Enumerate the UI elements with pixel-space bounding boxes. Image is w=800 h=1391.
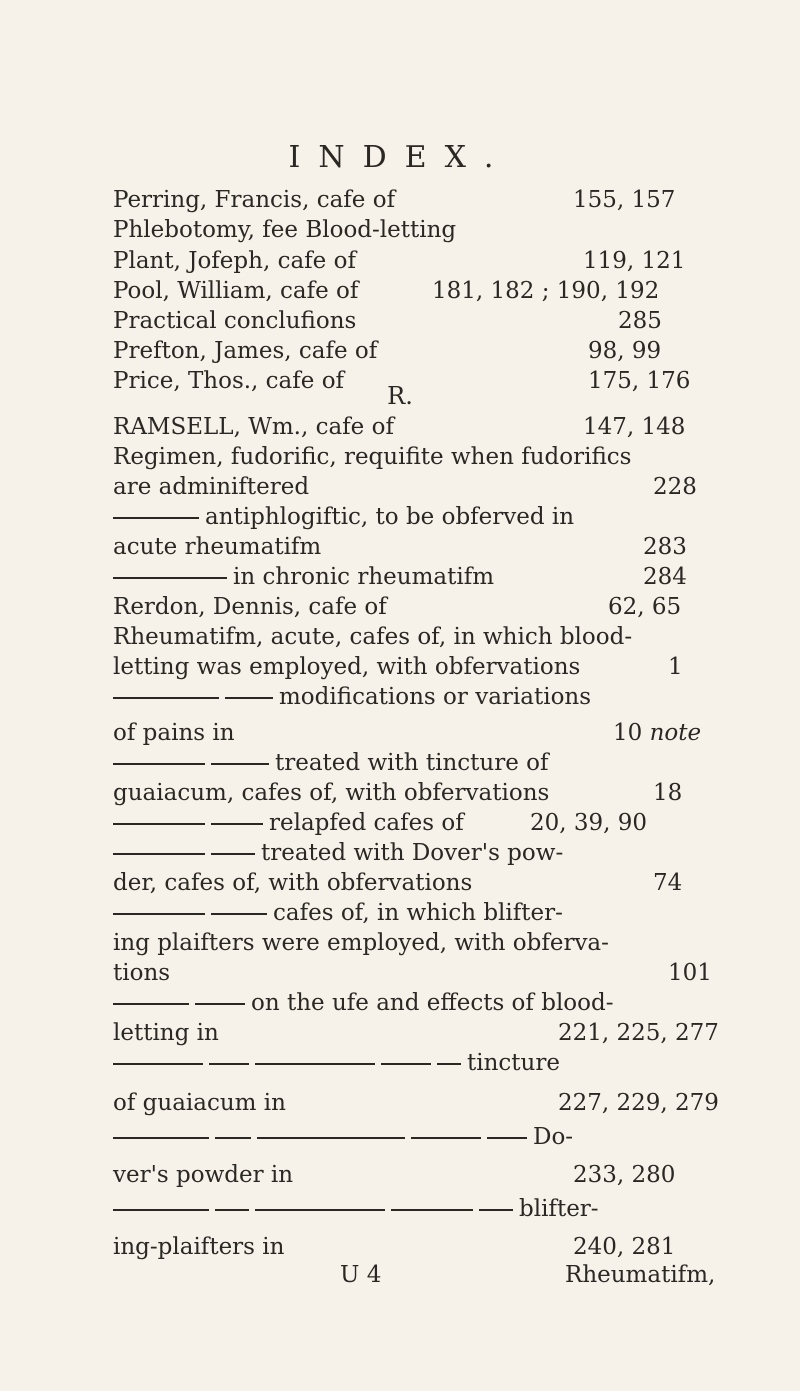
entry-chronic-text: in chronic rheumatifm [233, 564, 495, 590]
entry-price: Price, Thos., cafe of [113, 368, 345, 394]
entry-guaiacum-in: of guaiacum in [113, 1090, 286, 1116]
entry-tincture-text: treated with tincture of [275, 750, 549, 776]
ditto-rule [437, 1063, 461, 1065]
entry-dovers [113, 838, 563, 868]
ditto-rule [113, 1209, 209, 1211]
entry-use-effects-text: on the ufe and effects of blood- [251, 990, 614, 1016]
ditto-rule [257, 1137, 405, 1139]
entry-price-pages: 175, 176 [588, 368, 691, 394]
ditto-rule [209, 1063, 249, 1065]
entry-acute-pages: 283 [643, 534, 687, 560]
ditto-rule [211, 853, 255, 855]
entry-blister-cases [113, 898, 563, 928]
section-letter-r: R. [387, 382, 413, 410]
entry-pains-page-number: 10 [613, 720, 643, 746]
entry-rheumatism-pages: 1 [668, 654, 683, 680]
ditto-rule [113, 697, 219, 699]
entry-do-text: Do- [533, 1124, 574, 1150]
entry-perring: Perring, Francis, cafe of [113, 187, 396, 213]
entry-guaiacum-pages: 18 [653, 780, 683, 806]
ditto-rule [255, 1063, 375, 1065]
entry-plaifters-in-pages: 240, 281 [573, 1234, 676, 1260]
ditto-rule [113, 853, 205, 855]
entry-modifications [113, 682, 591, 712]
entry-use-effects [113, 988, 614, 1018]
entry-tincture-2 [113, 1048, 560, 1078]
ditto-rule [215, 1137, 251, 1139]
entry-blister-cases-text: cafes of, in which blifter- [273, 900, 563, 926]
entry-pains: of pains in [113, 720, 235, 746]
entry-der-pages: 74 [653, 870, 683, 896]
page-header: INDEX. [288, 140, 512, 175]
entry-antiphlogistic-text: antiphlogiftic, to be obferved in [205, 504, 575, 530]
ditto-rule [215, 1209, 249, 1211]
entry-phlebotomy: Phlebotomy, fee Blood-letting [113, 217, 457, 243]
entry-pains-pages [613, 718, 701, 748]
entry-regimen: Regimen, fudorific, requifite when fudorifics [113, 444, 632, 470]
entry-plaifters-in: ing-plaifters in [113, 1234, 285, 1260]
entry-rerdon-pages: 62, 65 [608, 594, 682, 620]
ditto-rule [255, 1209, 385, 1211]
entry-tions: tions [113, 960, 171, 986]
ditto-rule [195, 1003, 245, 1005]
entry-chronic-pages: 284 [643, 564, 687, 590]
entry-guaiacum: guaiacum, cafes of, with obfervations [113, 780, 550, 806]
entry-dovers-text: treated with Dover's pow- [261, 840, 564, 866]
entry-letting-in: letting in [113, 1020, 219, 1046]
entry-plant: Plant, Jofeph, cafe of [113, 248, 356, 274]
entry-prefton: Prefton, James, cafe of [113, 338, 378, 364]
ditto-rule [487, 1137, 527, 1139]
ditto-rule [225, 697, 273, 699]
entry-blister [113, 1194, 599, 1224]
ditto-rule [113, 577, 227, 579]
entry-modifications-text: modifications or variations [279, 684, 592, 710]
entry-plant-pages: 119, 121 [583, 248, 686, 274]
entry-practical-pages: 285 [618, 308, 662, 334]
entry-tincture [113, 748, 548, 778]
entry-acute: acute rheumatifm [113, 534, 322, 560]
entry-pool-pages: 181, 182 ; 190, 192 [432, 278, 660, 304]
ditto-rule [391, 1209, 473, 1211]
signature-mark: U 4 [340, 1262, 382, 1288]
entry-relapsed-pages: 20, 39, 90 [530, 810, 648, 836]
entry-do [113, 1122, 573, 1152]
entry-perring-pages: 155, 157 [573, 187, 676, 213]
entry-practical: Practical conclufions [113, 308, 357, 334]
entry-pool: Pool, William, cafe of [113, 278, 359, 304]
entry-dovers-powder: ver's powder in [113, 1162, 294, 1188]
entry-guaiacum-in-pages: 227, 229, 279 [558, 1090, 719, 1116]
entry-chronic [113, 562, 494, 592]
entry-rheumatism: Rheumatifm, acute, cafes of, in which blood- [113, 624, 633, 650]
entry-rheumatism-cont: letting was employed, with obfervations [113, 654, 581, 680]
entry-pains-note: note [649, 720, 702, 746]
ditto-rule [113, 1063, 203, 1065]
ditto-rule [113, 823, 205, 825]
ditto-rule [211, 823, 263, 825]
entry-der: der, cafes of, with obfervations [113, 870, 473, 896]
entry-regimen-pages: 228 [653, 474, 697, 500]
ditto-rule [411, 1137, 481, 1139]
ditto-rule [381, 1063, 431, 1065]
entry-antiphlogistic [113, 502, 574, 532]
entry-blister-text: blifter- [519, 1196, 599, 1222]
ditto-rule [113, 1137, 209, 1139]
entry-ramsell: RAMSELL, Wm., cafe of [113, 414, 394, 440]
entry-plaifters: ing plaifters were employed, with obferva- [113, 930, 609, 956]
entry-tions-pages: 101 [668, 960, 712, 986]
ditto-rule [113, 1003, 189, 1005]
entry-dovers-powder-pages: 233, 280 [573, 1162, 676, 1188]
ditto-rule [113, 763, 205, 765]
entry-ramsell-pages: 147, 148 [583, 414, 686, 440]
ditto-rule [113, 913, 205, 915]
ditto-rule [479, 1209, 513, 1211]
entry-rerdon: Rerdon, Dennis, cafe of [113, 594, 387, 620]
ditto-rule [211, 763, 269, 765]
entry-tincture-2-text: tincture [467, 1050, 560, 1076]
entry-prefton-pages: 98, 99 [588, 338, 662, 364]
entry-letting-in-pages: 221, 225, 277 [558, 1020, 719, 1046]
catchword: Rheumatifm, [565, 1262, 716, 1288]
entry-regimen-cont: are adminiftered [113, 474, 310, 500]
entry-relapsed [113, 808, 464, 838]
ditto-rule [113, 517, 199, 519]
entry-relapsed-text: relapfed cafes of [269, 810, 464, 836]
ditto-rule [211, 913, 267, 915]
